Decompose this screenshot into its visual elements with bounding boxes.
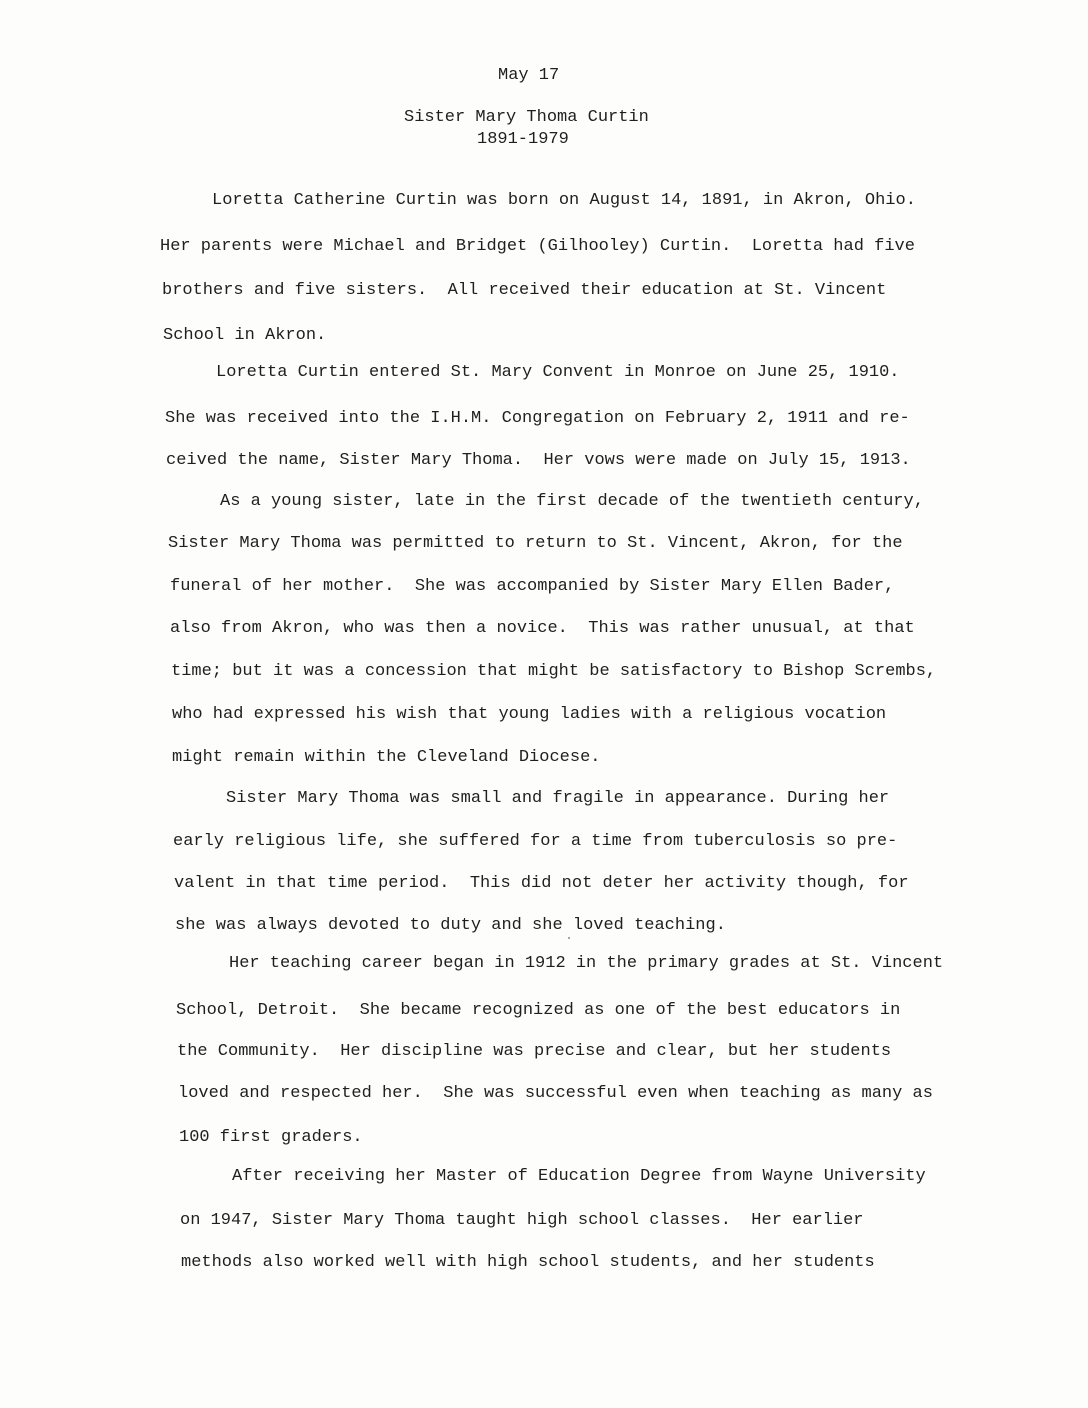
text-line: Loretta Catherine Curtin was born on August 14, 1891, in Akron, Ohio. (212, 191, 916, 210)
text-line: Loretta Curtin entered St. Mary Convent in Monroe on June 25, 1910. (216, 363, 900, 382)
text-line: might remain within the Cleveland Diocese. (172, 748, 601, 767)
text-line: School, Detroit. She became recognized as one of the best educators in (176, 1001, 901, 1020)
text-line: Her parents were Michael and Bridget (Gilhooley) Curtin. Loretta had five (160, 237, 915, 256)
text-line: time; but it was a concession that might be satisfactory to Bishop Scrembs, (171, 662, 937, 681)
text-line: ceived the name, Sister Mary Thoma. Her vows were made on July 15, 1913. (166, 451, 911, 470)
text-line: Sister Mary Thoma was small and fragile in appearance. During her (226, 789, 890, 808)
text-line: also from Akron, who was then a novice. This was rather unusual, at that (170, 619, 915, 638)
page-title: Sister Mary Thoma Curtin (404, 108, 649, 127)
text-line: on 1947, Sister Mary Thoma taught high school classes. Her earlier (180, 1211, 864, 1230)
text-line: the Community. Her discipline was precise and clear, but her students (177, 1042, 892, 1061)
paper-speck (568, 937, 570, 939)
text-line: brothers and five sisters. All received their education at St. Vincent (162, 281, 887, 300)
text-line: who had expressed his wish that young ladies with a religious vocation (172, 705, 887, 724)
text-line: methods also worked well with high school students, and her students (181, 1253, 875, 1272)
text-line: funeral of her mother. She was accompanied by Sister Mary Ellen Bader, (170, 577, 895, 596)
text-line: valent in that time period. This did not deter her activity though, for (174, 874, 909, 893)
text-line: After receiving her Master of Education Degree from Wayne University (232, 1167, 926, 1186)
life-years: 1891-1979 (477, 130, 569, 149)
text-line: 100 first graders. (179, 1128, 363, 1147)
text-line: Her teaching career began in 1912 in the primary grades at St. Vincent (229, 954, 944, 973)
page-date: May 17 (498, 66, 560, 85)
text-line: she was always devoted to duty and she loved teaching. (175, 916, 726, 935)
text-line: She was received into the I.H.M. Congregation on February 2, 1911 and re- (165, 409, 910, 428)
text-line: loved and respected her. She was successful even when teaching as many as (178, 1084, 933, 1103)
text-line: Sister Mary Thoma was permitted to return to St. Vincent, Akron, for the (168, 534, 903, 553)
text-line: early religious life, she suffered for a time from tuberculosis so pre- (173, 832, 898, 851)
text-line: School in Akron. (163, 326, 327, 345)
text-line: As a young sister, late in the first decade of the twentieth century, (220, 492, 924, 511)
